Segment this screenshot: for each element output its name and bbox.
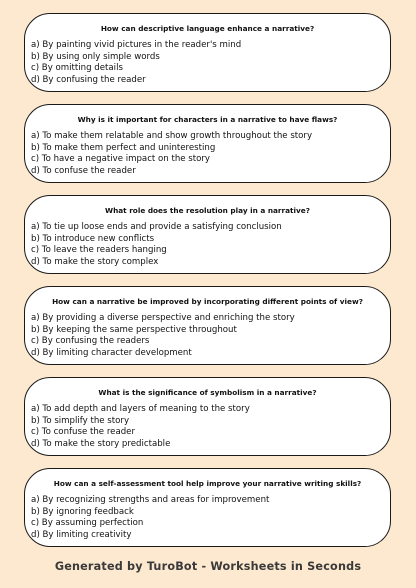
option-a: a) By providing a diverse perspective and enriching the story bbox=[31, 313, 295, 323]
question-card-2 bbox=[24, 104, 391, 183]
option-b: b) To simplify the story bbox=[31, 415, 130, 426]
question-card-3 bbox=[24, 195, 391, 274]
options-list bbox=[31, 495, 269, 542]
option-c: c) By assuming perfection bbox=[31, 518, 144, 529]
option-a: a) To add depth and layers of meaning to the story bbox=[31, 404, 250, 414]
question-text: How can a narrative be improved by incorporating different points of view? bbox=[52, 297, 363, 306]
option-d: d) By confusing the reader bbox=[31, 75, 146, 86]
question-text: What is the significance of symbolism in a narrative? bbox=[98, 388, 317, 397]
option-d: d) By limiting creativity bbox=[31, 530, 132, 541]
option-d: d) To make the story predictable bbox=[31, 439, 171, 450]
option-c: c) To confuse the reader bbox=[31, 427, 135, 438]
question-card-4 bbox=[24, 286, 391, 365]
option-c: c) By confusing the readers bbox=[31, 336, 150, 347]
option-d: d) To make the story complex bbox=[31, 257, 159, 268]
question-text: Why is it important for characters in a narrative to have flaws? bbox=[77, 115, 338, 124]
option-b: b) To introduce new conflicts bbox=[31, 233, 155, 244]
options-list bbox=[31, 404, 250, 451]
question-text: How can a self-assessment tool help improve your narrative writing skills? bbox=[53, 479, 362, 488]
options-list bbox=[31, 313, 295, 360]
option-b: b) To make them perfect and uninteresting bbox=[31, 142, 216, 153]
option-d: d) To confuse the reader bbox=[31, 166, 136, 177]
footer-credit: Generated by TuroBot - Worksheets in Seconds bbox=[54, 560, 362, 573]
option-c: c) To have a negative impact on the story bbox=[31, 154, 211, 165]
options-list bbox=[31, 40, 241, 87]
question-text: How can descriptive language enhance a narrative? bbox=[100, 24, 315, 33]
option-b: b) By using only simple words bbox=[31, 51, 160, 62]
option-a: a) To make them relatable and show growth throughout the story bbox=[31, 131, 313, 141]
options-list bbox=[31, 131, 312, 178]
option-c: c) By omitting details bbox=[31, 63, 123, 74]
option-a: a) By recognizing strengths and areas for improvement bbox=[31, 495, 270, 505]
option-d: d) By limiting character development bbox=[31, 348, 192, 359]
question-card-6 bbox=[24, 468, 391, 547]
option-a: a) To tie up loose ends and provide a satisfying conclusion bbox=[31, 222, 282, 232]
option-a: a) By painting vivid pictures in the reader's mind bbox=[31, 40, 242, 50]
options-list bbox=[31, 222, 282, 269]
option-c: c) To leave the readers hanging bbox=[31, 245, 167, 256]
option-b: b) By ignoring feedback bbox=[31, 506, 134, 517]
option-b: b) By keeping the same perspective throughout bbox=[31, 324, 237, 335]
question-card-1 bbox=[24, 13, 391, 92]
question-text: What role does the resolution play in a narrative? bbox=[105, 206, 310, 215]
question-card-5 bbox=[24, 377, 391, 456]
